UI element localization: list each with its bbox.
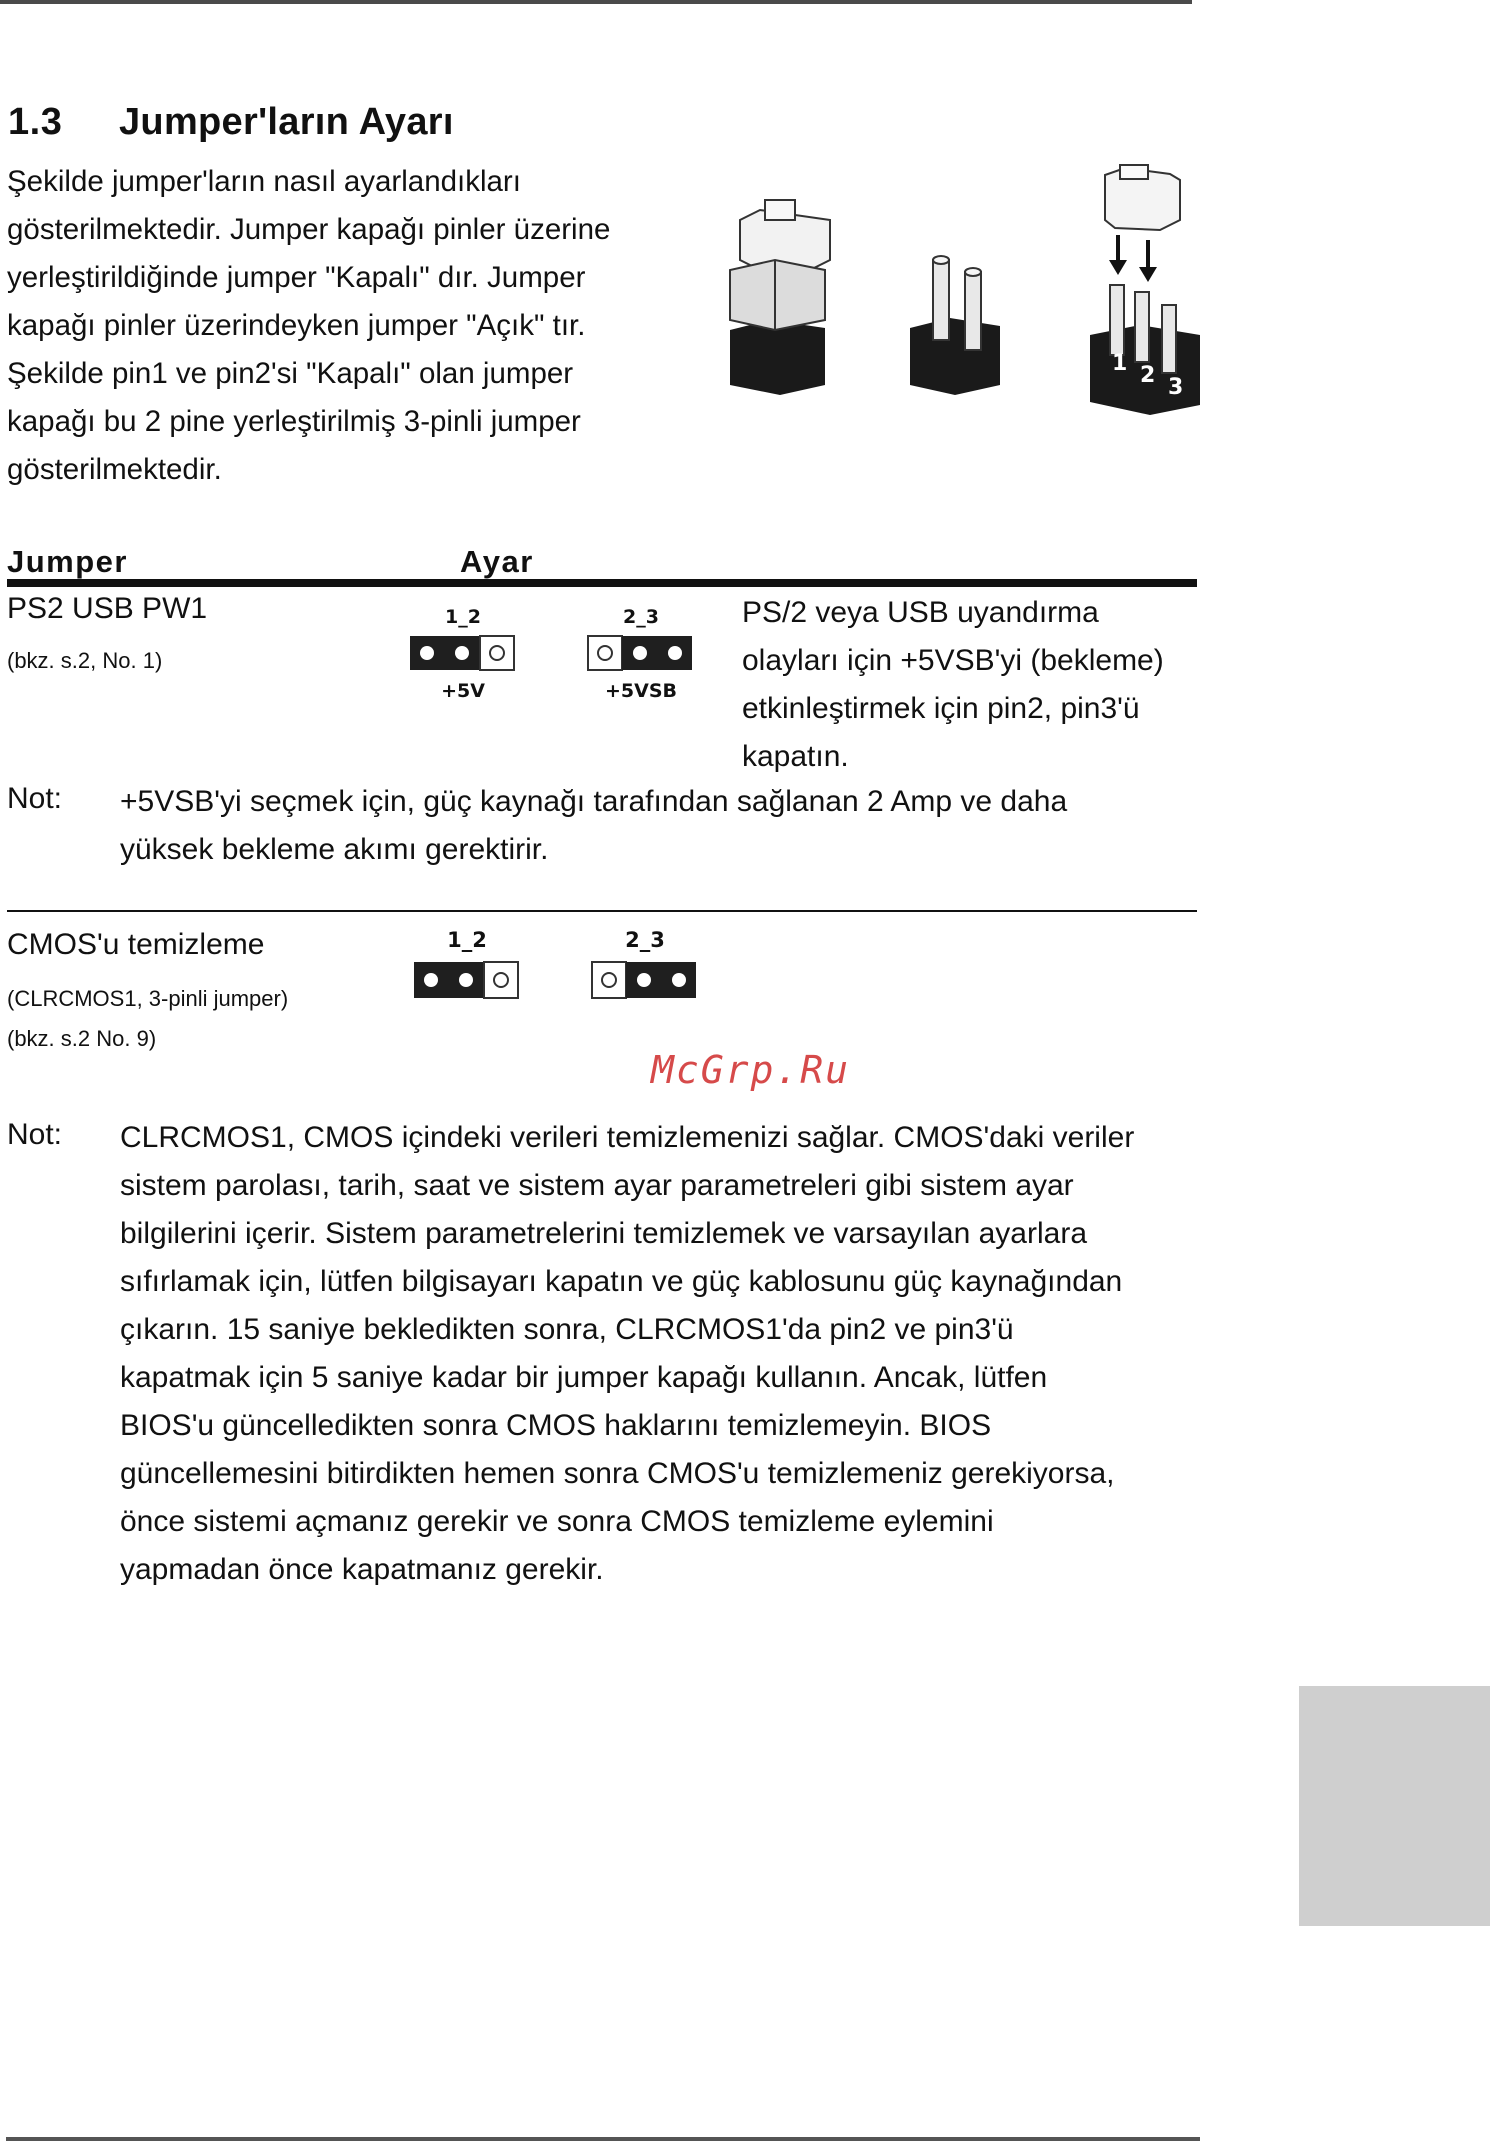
intro-line: gösterilmektedir. Jumper kapağı pinler üzerine <box>7 213 611 246</box>
note-2-line: sıfırlamak için, lütfen bilgisayarı kapatın ve güç kablosunu güç kaynağından <box>120 1265 1123 1298</box>
cmos-jumper-name: CMOS'u temizleme <box>7 928 265 961</box>
intro-line: gösterilmektedir. <box>7 453 222 486</box>
header-rule <box>7 579 1197 587</box>
cmos-jumper-ref: (bkz. s.2 No. 9) <box>7 1026 157 1051</box>
ps2-option-1-jumper-icon <box>408 634 518 674</box>
note-2-line: önce sistemi açmanız gerekir ve sonra CMOS temizleme eylemini <box>120 1505 994 1538</box>
ps2-option-2-jumper-icon <box>586 634 696 674</box>
closed-jumper-icon <box>730 200 830 395</box>
note-1-line: +5VSB'yi seçmek için, güç kaynağı tarafından sağlanan 2 Amp ve daha <box>120 785 1068 818</box>
col-jumper-header: Jumper <box>7 544 128 579</box>
jumper-illustration <box>720 160 1210 420</box>
pin-number: 3 <box>1168 375 1184 400</box>
note-2-line: kapatmak için 5 saniye kadar bir jumper kapağı kullanın. Ancak, lütfen <box>120 1361 1048 1394</box>
cmos-option-2-label: 2_3 <box>625 928 665 952</box>
intro-line: kapağı pinler üzerindeyken jumper "Açık" tır. <box>7 309 586 342</box>
note-2-line: çıkarın. 15 saniye bekledikten sonra, CLRCMOS1'da pin2 ve pin3'ü <box>120 1313 1014 1346</box>
ps2-desc-line: kapatın. <box>742 740 849 773</box>
ps2-jumper-name: PS2 USB PW1 <box>7 592 208 625</box>
note-2-line: güncellemesini bitirdikten hemen sonra CMOS'u temizlemeniz gerekiyorsa, <box>120 1457 1115 1490</box>
side-language-tab <box>1299 1686 1490 1926</box>
ps2-description <box>742 589 1164 781</box>
intro-line: yerleştirildiğinde jumper "Kapalı" dır. Jumper <box>7 261 586 294</box>
ps2-option-1-caption: +5V <box>441 680 485 702</box>
cmos-option-1-jumper-icon <box>412 960 522 1002</box>
ps2-desc-line: olayları için +5VSB'yi (bekleme) <box>742 644 1164 677</box>
note-2-line: bilgilerini içerir. Sistem parametrelerini temizlemek ve varsayılan ayarlara <box>120 1217 1088 1250</box>
note-1-label: Not: <box>7 782 63 815</box>
note-1-line: yüksek bekleme akımı gerektirir. <box>120 833 549 866</box>
note-2-line: CLRCMOS1, CMOS içindeki verileri temizlemenizi sağlar. CMOS'daki veriler <box>120 1121 1135 1154</box>
pin-number: 2 <box>1140 363 1156 388</box>
intro-line: Şekilde pin1 ve pin2'si "Kapalı" olan jumper <box>7 357 574 390</box>
section-title: Jumper'ların Ayarı <box>119 101 454 143</box>
note-2-line: yapmadan önce kapatmanız gerekir. <box>120 1553 604 1586</box>
note-2-body <box>120 1114 1200 1594</box>
watermark: McGrp.Ru <box>651 1048 851 1092</box>
section-number: 1.3 <box>8 101 63 143</box>
intro-paragraph <box>7 158 687 494</box>
ps2-option-2-caption: +5VSB <box>604 680 677 702</box>
cmos-jumper-sub: (CLRCMOS1, 3-pinli jumper) <box>7 986 289 1011</box>
note-2-line: sistem parolası, tarih, saat ve sistem ayar parametreleri gibi sistem ayar <box>120 1169 1074 1202</box>
cmos-option-1-label: 1_2 <box>447 928 487 952</box>
section-rule <box>7 910 1197 912</box>
note-2-label: Not: <box>7 1118 63 1151</box>
intro-line: Şekilde jumper'ların nasıl ayarlandıkları <box>7 165 521 198</box>
col-setting-header: Ayar <box>460 544 534 579</box>
open-jumper-icon <box>910 256 1000 395</box>
ps2-desc-line: PS/2 veya USB uyandırma <box>742 596 1099 629</box>
note-2-line: BIOS'u güncelledikten sonra CMOS haklarını temizlemeyin. BIOS <box>120 1409 992 1442</box>
bottom-rule <box>6 2137 1200 2141</box>
top-rule <box>0 0 1192 4</box>
cmos-option-2-jumper-icon <box>590 960 700 1002</box>
note-1-body <box>120 778 1200 874</box>
ps2-jumper-ref: (bkz. s.2, No. 1) <box>7 648 163 673</box>
ps2-desc-line: etkinleştirmek için pin2, pin3'ü <box>742 692 1140 725</box>
pin-number: 1 <box>1112 351 1128 376</box>
intro-line: kapağı bu 2 pine yerleştirilmiş 3-pinli jumper <box>7 405 581 438</box>
ps2-option-1-label: 1_2 <box>445 606 481 628</box>
ps2-option-2-label: 2_3 <box>623 606 659 628</box>
